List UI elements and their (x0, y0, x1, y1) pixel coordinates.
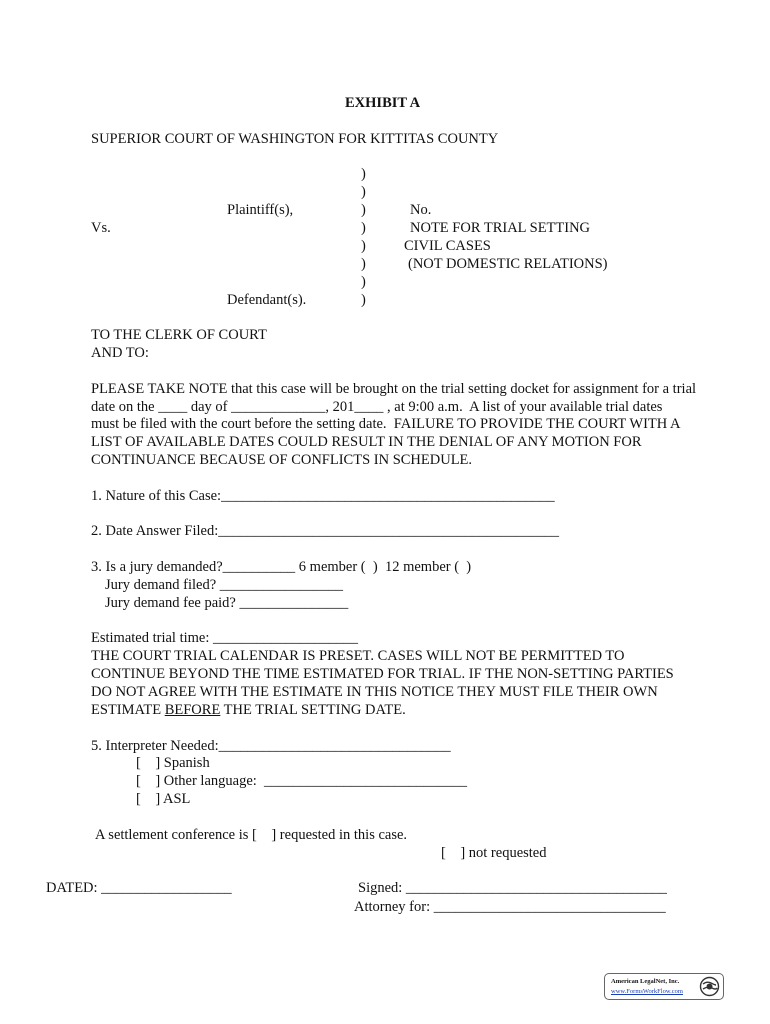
caption-paren: ) (361, 238, 366, 254)
globe-icon (699, 976, 720, 997)
notice-line: date on the ____ day of _____________, 201____ , at 9:00 a.m. A list of your available trial dates (91, 399, 663, 415)
caption-paren: ) (361, 184, 366, 200)
calendar-notice-line: DO NOT AGREE WITH THE ESTIMATE IN THIS NOTICE THEY MUST FILE THEIR OWN (91, 684, 658, 700)
case-number-label: No. (410, 202, 432, 218)
defendant-label: Defendant(s). (227, 292, 307, 308)
addressee-line1: TO THE CLERK OF COURT (91, 327, 267, 343)
jury-demanded-field[interactable]: 3. Is a jury demanded?__________ 6 member ( ) 12 member ( ) (91, 559, 472, 575)
caption-paren: ) (361, 274, 366, 290)
attorney-for-field[interactable]: Attorney for: ________________________________ (354, 899, 666, 915)
notice-line: must be filed with the court before the setting date. FAILURE TO PROVIDE THE COURT WITH A (91, 416, 681, 432)
settlement-requested-checkbox[interactable]: A settlement conference is [ ] requested in this case. (95, 827, 408, 843)
footer-url-link[interactable]: www.FormsWorkFlow.com (611, 988, 683, 995)
calendar-notice-text: ESTIMATE (91, 702, 165, 718)
caption-paren: ) (361, 220, 366, 236)
footer-logo[interactable] (604, 973, 724, 1000)
calendar-notice-line: CONTINUE BEYOND THE TIME ESTIMATED FOR TRIAL. IF THE NON-SETTING PARTIES (91, 666, 674, 682)
document-title-line3: (NOT DOMESTIC RELATIONS) (408, 256, 608, 272)
interpreter-asl-checkbox[interactable]: [ ] ASL (136, 791, 191, 807)
notice-line: CONTINUANCE BECAUSE OF CONFLICTS IN SCHEDULE. (91, 452, 473, 468)
interpreter-other-language-checkbox[interactable]: [ ] Other language: ____________________________ (136, 773, 468, 789)
addressee-line2: AND TO: (91, 345, 149, 361)
interpreter-spanish-checkbox[interactable]: [ ] Spanish (136, 755, 210, 771)
exhibit-title: EXHIBIT A (345, 95, 421, 111)
interpreter-needed-field[interactable]: 5. Interpreter Needed:________________________________ (91, 738, 451, 754)
vs-label: Vs. (91, 220, 111, 236)
plaintiff-label: Plaintiff(s), (227, 202, 294, 218)
date-answer-filed-field[interactable]: 2. Date Answer Filed:_______________________________________________ (91, 523, 560, 539)
dated-field[interactable]: DATED: __________________ (46, 880, 232, 896)
signed-field[interactable]: Signed: ____________________________________ (358, 880, 667, 896)
nature-of-case-field[interactable]: 1. Nature of this Case:______________________________________________ (91, 488, 555, 504)
calendar-notice-line: THE COURT TRIAL CALENDAR IS PRESET. CASES WILL NOT BE PERMITTED TO (91, 648, 625, 664)
caption-paren: ) (361, 256, 366, 272)
notice-line: PLEASE TAKE NOTE that this case will be brought on the trial setting docket for assignment for a trial (91, 381, 697, 397)
settlement-not-requested-checkbox[interactable]: [ ] not requested (441, 845, 547, 861)
estimated-trial-time-field[interactable]: Estimated trial time: ____________________ (91, 630, 359, 646)
calendar-notice-line (91, 701, 406, 719)
caption-paren: ) (361, 202, 366, 218)
calendar-notice-emphasis: BEFORE (164, 702, 221, 718)
jury-demand-fee-paid-field[interactable]: Jury demand fee paid? _______________ (105, 595, 349, 611)
caption-paren: ) (361, 292, 366, 308)
calendar-notice-text: THE TRIAL SETTING DATE. (220, 702, 406, 718)
court-name: SUPERIOR COURT OF WASHINGTON FOR KITTITAS COUNTY (91, 131, 499, 147)
caption-paren: ) (361, 166, 366, 182)
notice-line: LIST OF AVAILABLE DATES COULD RESULT IN THE DENIAL OF ANY MOTION FOR (91, 434, 642, 450)
footer-brand: American LegalNet, Inc. (611, 978, 680, 985)
document-title-line2: CIVIL CASES (404, 238, 491, 254)
jury-demand-filed-field[interactable]: Jury demand filed? _________________ (105, 577, 344, 593)
document-title-line1: NOTE FOR TRIAL SETTING (410, 220, 591, 236)
